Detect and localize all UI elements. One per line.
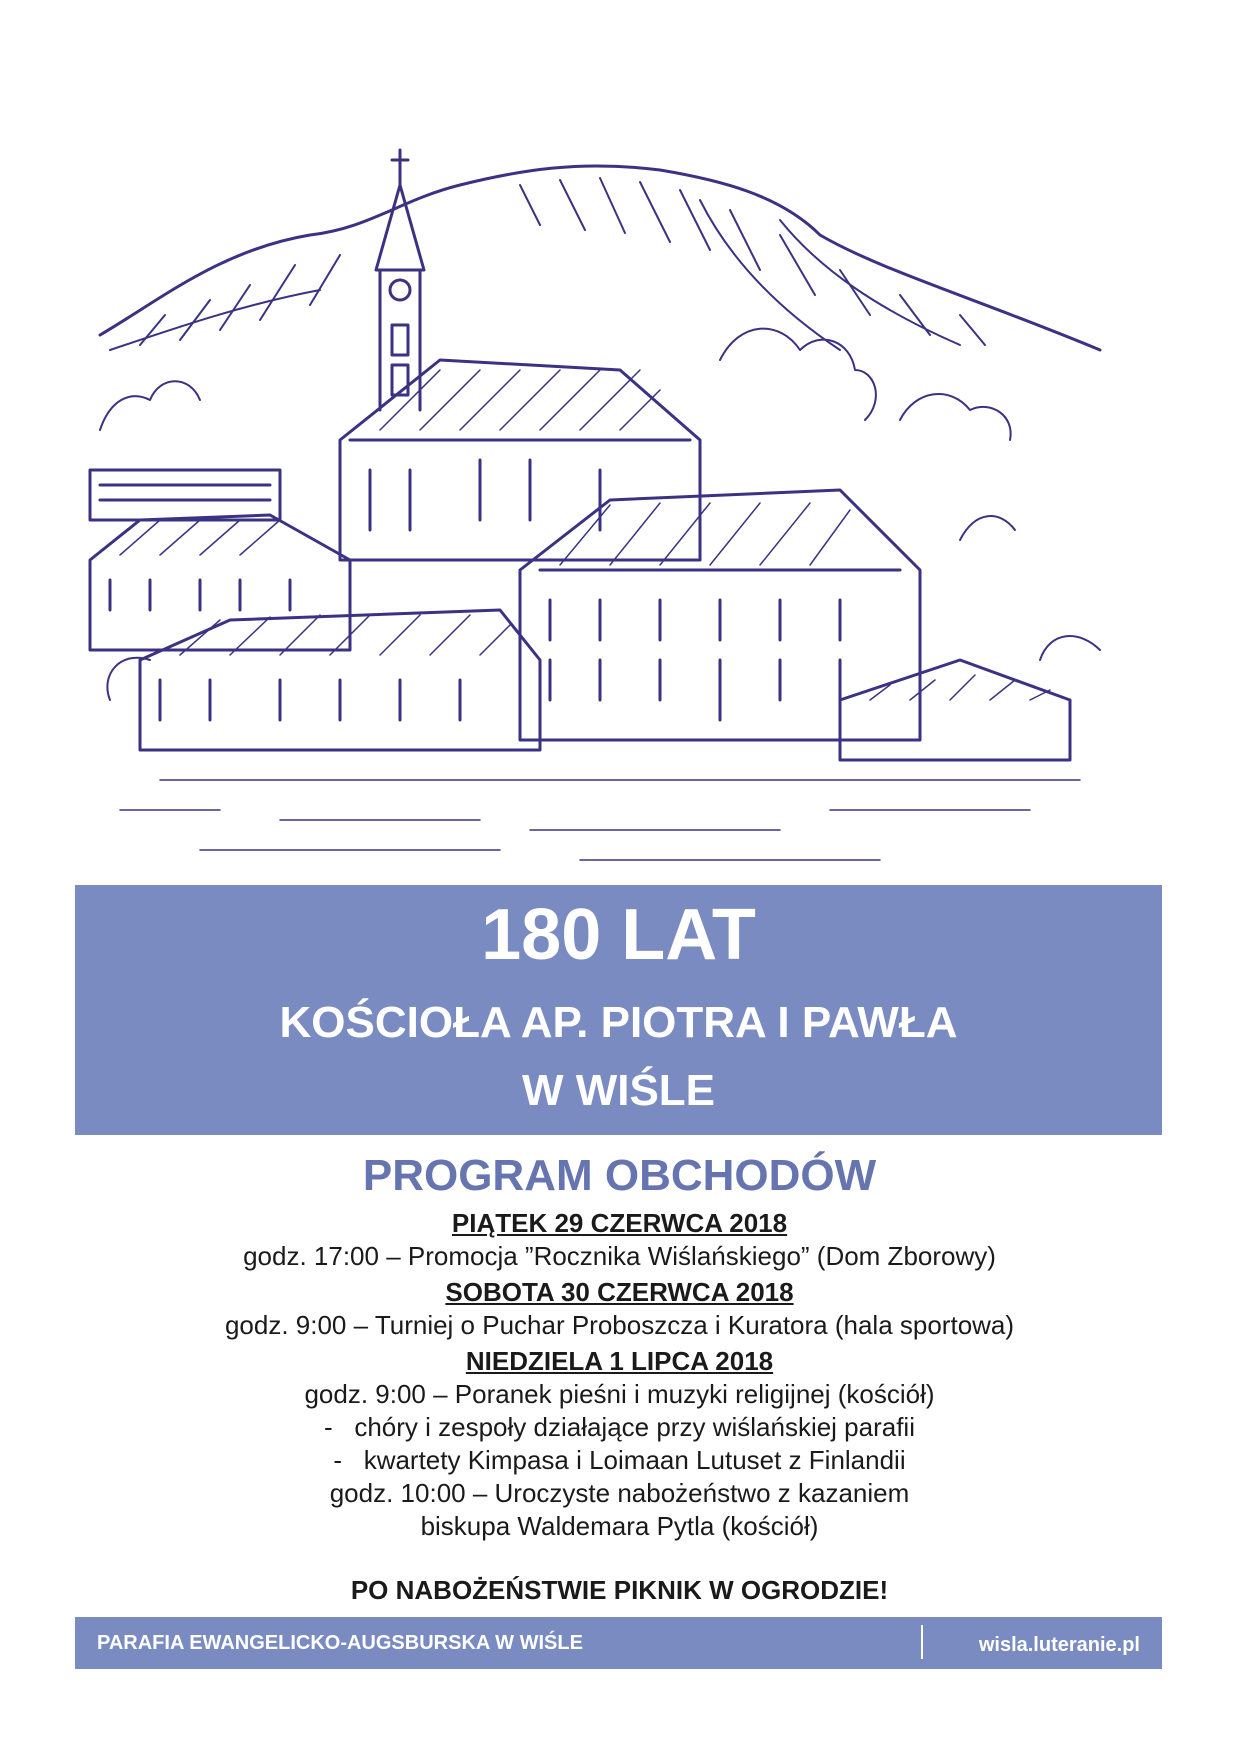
program-title: PROGRAM OBCHODÓW <box>362 1151 877 1200</box>
title-banner <box>75 885 1162 1135</box>
left-house <box>90 515 350 650</box>
tower <box>380 270 420 410</box>
picnic-announcement: PO NABOŻEŃSTWIE PIKNIK W OGRODZIE! <box>350 1575 889 1605</box>
footer-bar <box>75 1617 1162 1669</box>
anniversary-years: 180 LAT <box>481 895 756 975</box>
event-item-continued: biskupa Waldemara Pytla (kościół) <box>420 1511 819 1541</box>
left-building <box>90 470 280 520</box>
mountain-outline <box>100 166 1100 350</box>
church-nave <box>340 360 700 560</box>
event-item: godz. 10:00 – Uroczyste nabożeństwo z kazaniem <box>329 1478 910 1508</box>
right-shed <box>840 660 1070 760</box>
day-heading-sunday: NIEDZIELA 1 LIPCA 2018 <box>465 1346 774 1376</box>
church-illustration <box>80 140 1180 885</box>
event-subitem: - chóry i zespoły działające przy wiślańskiej parafii <box>323 1412 915 1442</box>
day-heading-friday: PIĄTEK 29 CZERWCA 2018 <box>451 1208 788 1238</box>
program-section <box>0 1148 1239 1543</box>
footer-divider <box>921 1625 923 1659</box>
ground-lines <box>120 780 1080 860</box>
parish-name: PARAFIA EWANGELICKO-AUGSBURSKA W WIŚLE <box>97 1632 583 1654</box>
website-link[interactable]: wisla.luteranie.pl <box>978 1634 1140 1656</box>
event-item: godz. 9:00 – Turniej o Puchar Proboszcza i Kuratora (hala sportowa) <box>224 1310 1015 1340</box>
event-subitem: - kwartety Kimpasa i Loimaan Lutuset z Finlandii <box>333 1445 906 1475</box>
event-item: godz. 17:00 – Promocja ”Rocznika Wiślańskiego” (Dom Zborowy) <box>243 1241 996 1271</box>
church-location: W WIŚLE <box>521 1066 716 1115</box>
event-item: godz. 9:00 – Poranek pieśni i muzyki religijnej (kościół) <box>304 1379 935 1409</box>
day-heading-saturday: SOBOTA 30 CZERWCA 2018 <box>445 1277 794 1307</box>
church-name: KOŚCIOŁA AP. PIOTRA I PAWŁA <box>279 998 958 1047</box>
